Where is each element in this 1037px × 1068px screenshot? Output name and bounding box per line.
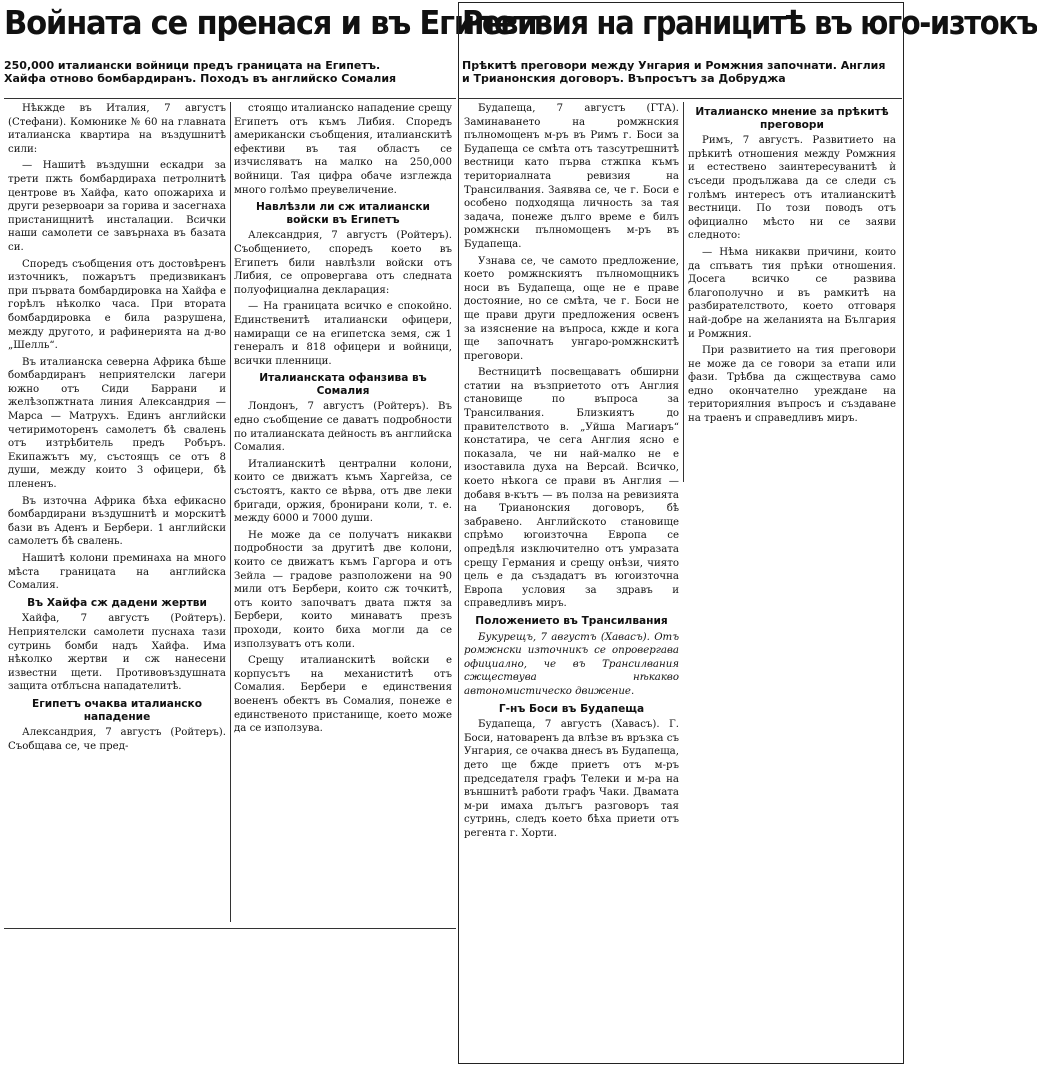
left-subheadline: 250,000 италиански войници предъ границата на Египетъ. Хайфа отново бомбардиранъ. Походъ въ английско Сомалия — [4, 59, 397, 85]
paragraph: Александрия, 7 августъ (Ройтеръ). Съобщава се, че пред- — [8, 727, 226, 752]
paragraph: Въ източна Африка бѣха ефикасно бомбардирани въздушнитѣ и морскитѣ бази въ Аденъ и Бербери. 1 английски самолетъ бѣ свалень. — [8, 495, 226, 548]
section-heading: Навлѣзли ли сж италиански войски въ Египетъ — [256, 201, 430, 226]
paragraph: Римъ, 7 августъ. Развитието на прѣкитѣ отношения между Ромжния и естествено заинтересуванитѣ ѝ съседи продължава да се следи съ голѣмъ интересъ отъ италианскитѣ вестници. По този поводъ отъ официално мѣсто ни се заяви следното: — [688, 135, 896, 242]
paragraph: Хайфа, 7 августъ (Ройтеръ). Неприятелски самолети пуснаха тази сутринь бомби надъ Хайфа. Има нѣколко жертви и сж нанесени известни щети. Противовъздушната защита отблъсна нападателитѣ. — [8, 613, 226, 693]
left-column-2 — [234, 102, 452, 922]
paragraph: Споредъ съобщения отъ достовѣренъ източникъ, пожарътъ предизвиканъ при първата бомбардировка на Хайфа е горѣлъ нѣколко часа. При втората бомбардировка е била разрушена, между другото, и рафинерията на д-во „Шелль“. — [8, 258, 226, 352]
section-heading: Италианско мнение за прѣкитѣ преговори — [695, 106, 889, 131]
right-subheadline: Прѣкитѣ преговори между Унгария и Ромжния започнати. Англия и Трианонския договоръ. Въпросътъ за Добруджа — [462, 59, 886, 85]
paragraph: Нашитѣ колони преминаха на много мѣста границата на английска Сомалия. — [8, 553, 226, 592]
paragraph: — Нашитѣ въздушни ескадри за трети пжть бомбардираха петролнитѣ центрове въ Хайфа, като опожариха и други резервоари за горива и засегнаха пристанищнитѣ инсталации. Всички наши самолети се завърнаха въ базата си. — [8, 160, 226, 253]
right-article — [462, 2, 1037, 85]
section-heading: Положението въ Трансилвания — [475, 614, 668, 627]
right-column-2 — [688, 102, 896, 482]
right-column-1 — [464, 102, 679, 1052]
right-headline: Ревизия на границитѣ въ юго-изтокъ — [462, 3, 1037, 42]
column-divider-right — [683, 102, 684, 482]
left-headline: Войната се пренася и въ Египетъ — [4, 3, 552, 42]
section-heading: Египетъ очаква италианско нападение — [31, 697, 203, 723]
section-heading: Въ Хайфа сж дадени жертви — [27, 596, 207, 609]
paragraph: Нѣкжде въ Италия, 7 августъ (Стефани). Комюнике № 60 на главната италианска квартира на въздушнитѣ сили: — [8, 103, 226, 155]
section-heading: Г-нъ Боси въ Будапеща — [498, 702, 645, 715]
section-heading: Италианската офанзива въ Сомалия — [259, 372, 427, 397]
paragraph: Будапеща, 7 августъ (Хавасъ). Г. Боси, натоваренъ да влѣзе въ връзка съ Унгария, се очаква днесъ въ Будапеща, дето ще бжде приетъ отъ м-ръ председателя графъ Телеки и м-ра на външнитѣ работи графъ Чаки. Двамата м-ри имаха дълъгъ разговоръ тая сутринь, следъ което бѣха приети отъ регента г. Хорти. — [464, 719, 679, 839]
paragraph: Вестницитѣ посвещаватъ обширни статии на възприетото отъ Англия становище по въпроса за Трансилвания. Близкиятъ до правителството в. „Уйша Магиаръ“ констатира, че сега Англия ясно е показала, че ни най-малко не е изоставила духа на Версай. Всичко, което нѣкога се прави въ Англия — добавя в-кътъ — въ полза на ревизията на Трианонския договоръ, бѣ забравено. Английското становище спрѣмо югоизточна Европа се опредѣля изключително отъ умразата срещу Германия и срещу онѣзи, чиято цель е да създадатъ въ югоизточна Европа условия за здравъ и справедливъ миръ. — [464, 367, 679, 610]
paragraph: — На границата всичко е спокойно. Единственитѣ италиански офицери, намиращи се на египетска земя, сж 1 генералъ и 818 офицери и войници, всички пленници. — [234, 301, 452, 367]
paragraph: Не може да се получатъ никакви подробности за другитѣ две колони, които се движатъ къмъ Гаргора и отъ Зейла — градове разположени на 90 мили отъ Бербери, които сж точкитѣ, отъ които започватъ двата пжтя за Бербери, които минаватъ презъ проходи, които биха могли да се използуватъ отъ коли. — [234, 529, 452, 650]
left-header-rule — [4, 98, 456, 99]
paragraph: Александрия, 7 августъ (Ройтеръ). Съобщението, споредъ което въ Египетъ били навлѣзли войски отъ Либия, се опровергава отъ следната полуофициална декларация: — [234, 230, 452, 296]
column-divider-left — [230, 102, 231, 922]
paragraph: — Нѣма никакви причини, които да спъватъ тия прѣки отношения. Досега всичко се развива благополучно и въ рамкитѣ на разбирателството, което отговаря най-добре на желанията на България и Ромжния. — [688, 246, 896, 340]
left-bottom-rule — [4, 928, 456, 929]
paragraph: Италианскитѣ централни колони, които се движатъ къмъ Харгейза, се състоятъ, както се вѣрва, отъ две леки бригади, оржия, бронирани коли, т. е. между 6000 и 7000 души. — [234, 458, 452, 525]
right-header-rule — [458, 98, 902, 99]
paragraph: Будапеща, 7 августъ (ГТА). Заминаването на ромжнския пълномощенъ м-ръ въ Римъ г. Боси за Будапеща се смѣта отъ тазсутрешнитѣ вестници като първа стжпка къмъ териториалната ревизия на Трансилвания. Заявява се, че г. Боси е особено подходяща личность за тая задача, понеже дълго време е билъ ромжнски пълномощенъ м-ръ въ Будапеща. — [464, 103, 679, 250]
paragraph: Букурещъ, 7 августъ (Хавасъ). Отъ ромжнски източникъ се опровергава официално, че въ Трансилвания сжществува нѣкакво автономистическо движение. — [464, 631, 679, 697]
paragraph: Лондонъ, 7 августъ (Ройтеръ). Въ едно съобщение се даватъ подробности по италианската дейность въ английска Сомалия. — [234, 401, 452, 454]
paragraph: Узнава се, че самото предложение, което ромжнскиятъ пълномощникъ носи въ Будапеща, още не е праве достояние, но се смѣта, че г. Боси не ще прави други предложения освенъ за изяснение на въпроса, кжде и кога ще започнатъ унгаро-ромжнскитѣ преговори. — [464, 255, 679, 362]
paragraph: Въ италианска северна Африка бѣше бомбардиранъ неприятелски лагери южно отъ Сиди Баррани и желѣзопжтната линия Александрия — Марса — Матрухъ. Единъ английски четиримоторенъ самолетъ бѣ свалень отъ изтрѣбитель предъ Робъръ. Екипажътъ му, състоящъ се отъ 8 души, между които 3 офицери, бѣ плененъ. — [8, 356, 226, 491]
paragraph: При развитието на тия преговори не може да се говори за етапи или фази. Трѣбва да сжществува само едно окончателно урежданe на териториялния въпросъ и създаване на траенъ и справедливъ миръ. — [688, 345, 896, 425]
paragraph: Срещу италианскитѣ войски е корпусътъ на механиститѣ отъ Сомалия. Бербери е единствения воененъ обектъ въ Сомалия, понеже е единственото пристанище, което може да се използува. — [234, 655, 452, 735]
paragraph: стоящо италианско нападение срещу Египетъ отъ къмъ Либия. Споредъ американски съобщения, италианскитѣ ефективи въ тая областъ се изчисляватъ на малко на 250,000 войници. Тая цифра обаче изглежда много голѣмо преувеличение. — [234, 103, 452, 196]
left-column-1 — [8, 102, 226, 922]
